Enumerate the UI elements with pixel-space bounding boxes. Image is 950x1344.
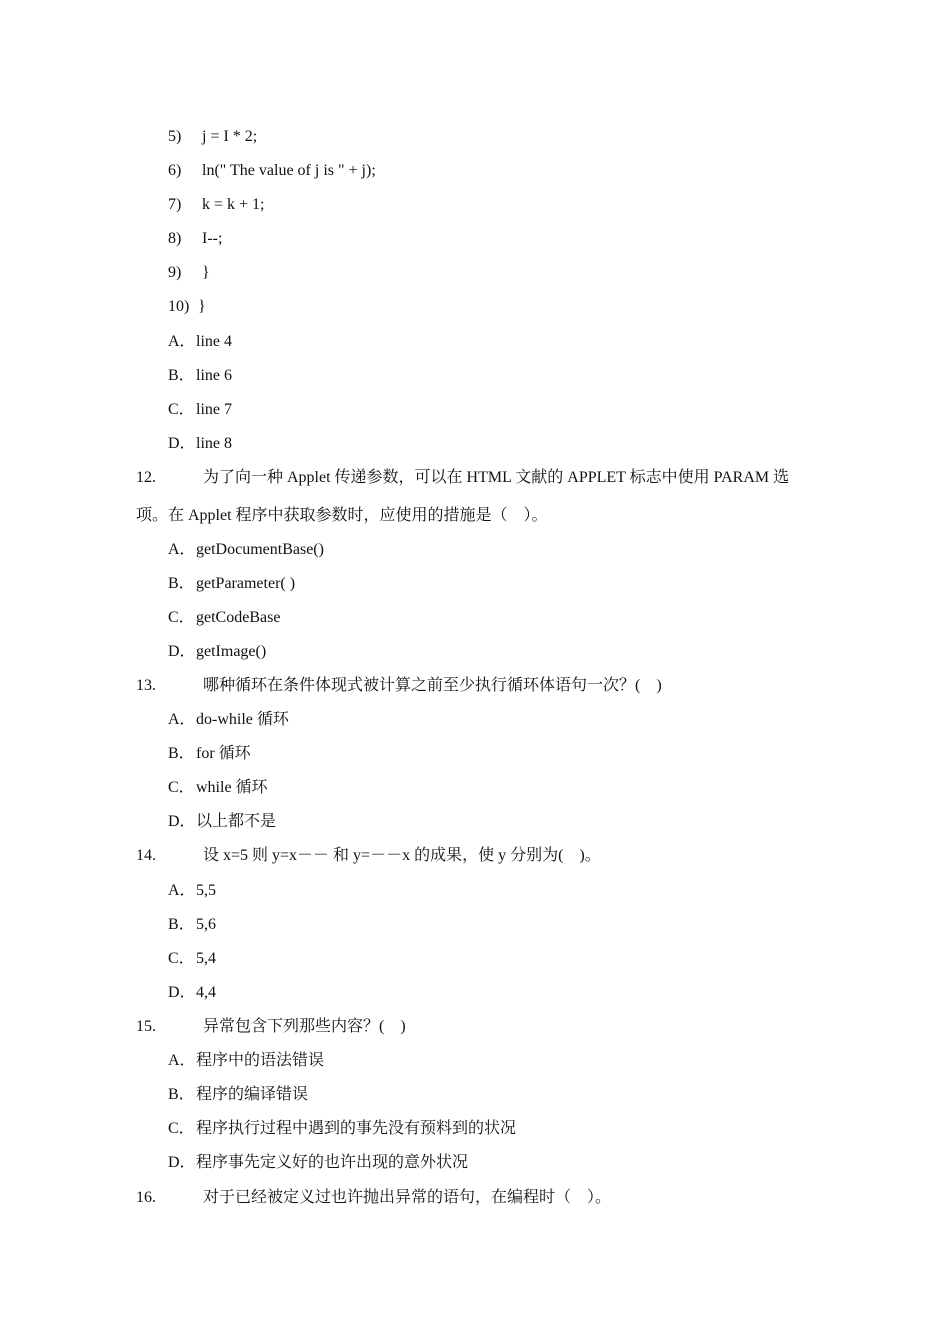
- option-b: [168, 744, 251, 764]
- option-d: [168, 642, 266, 662]
- option-letter: C．: [168, 609, 195, 626]
- option-letter: C．: [168, 401, 195, 418]
- option-letter: D．: [168, 643, 196, 660]
- option-c: [168, 400, 232, 420]
- code-line-number: 6): [168, 162, 182, 179]
- option-letter: B．: [168, 745, 195, 762]
- option-text: getParameter( ): [196, 575, 296, 592]
- code-line: [168, 161, 376, 181]
- option-text: 程序的编译错误: [196, 1086, 309, 1103]
- option-b: [168, 574, 295, 594]
- option-text: 程序中的语法错误: [196, 1052, 325, 1069]
- code-line: [168, 195, 265, 215]
- option-letter: A．: [168, 1052, 196, 1069]
- code-line-text: k = k + 1;: [202, 196, 265, 213]
- option-text: 程序事先定义好的也许出现的意外状况: [196, 1154, 469, 1171]
- option-letter: A．: [168, 882, 196, 899]
- option-text: getCodeBase: [196, 609, 281, 626]
- code-line-text: }: [198, 298, 206, 315]
- option-text: for 循环: [196, 745, 251, 762]
- option-b: [168, 366, 232, 386]
- option-text: do-while 循环: [196, 711, 289, 728]
- option-letter: B．: [168, 367, 195, 384]
- option-letter: B．: [168, 1086, 195, 1103]
- option-text: getDocumentBase(): [196, 541, 324, 558]
- option-letter: A．: [168, 711, 196, 728]
- option-a: [168, 881, 216, 901]
- question-text: 对于已经被定义过也许抛出异常的语句，在编程时（ ）。: [203, 1189, 612, 1206]
- code-line-text: I--;: [202, 230, 223, 247]
- code-line: [168, 263, 210, 283]
- option-letter: C．: [168, 1120, 195, 1137]
- option-letter: D．: [168, 984, 196, 1001]
- option-a: [168, 540, 324, 560]
- option-letter: D．: [168, 435, 196, 452]
- option-text: line 4: [196, 333, 232, 350]
- option-a: [168, 332, 232, 352]
- option-d: [168, 1153, 468, 1173]
- option-c: [168, 949, 216, 969]
- option-text: 5,5: [196, 882, 216, 899]
- question-text-line1: 为了向一种 Applet 传递参数，可以在 HTML 文献的 APPLET 标志中使用 PARAM 选: [203, 469, 790, 486]
- option-letter: A．: [168, 333, 196, 350]
- option-d: [168, 812, 276, 832]
- question-number: 16.: [136, 1189, 156, 1206]
- option-letter: A．: [168, 541, 196, 558]
- code-line: [168, 229, 222, 249]
- question-text: 哪种循环在条件体现式被计算之前至少执行循环体语句一次？( ): [203, 677, 662, 694]
- question-text: 设 x=5 则 y=x－－ 和 y=－－x 的成果，使 y 分别为( )。: [203, 847, 601, 864]
- option-c: [168, 778, 268, 798]
- option-text: line 6: [196, 367, 232, 384]
- option-c: [168, 1119, 516, 1139]
- code-line-text: ln(" The value of j is " + j);: [202, 162, 376, 179]
- option-text: getImage(): [196, 643, 267, 660]
- option-text: 5,6: [196, 916, 216, 933]
- option-letter: D．: [168, 1154, 196, 1171]
- code-line-number: 10): [168, 298, 190, 315]
- option-text: 以上都不是: [196, 813, 277, 830]
- option-letter: B．: [168, 575, 195, 592]
- option-letter: C．: [168, 779, 195, 796]
- option-letter: D．: [168, 813, 196, 830]
- code-line-number: 7): [168, 196, 182, 213]
- code-line: [168, 297, 206, 317]
- question-number: 15.: [136, 1018, 156, 1035]
- option-a: [168, 710, 289, 730]
- option-letter: C．: [168, 950, 195, 967]
- option-d: [168, 983, 216, 1003]
- code-line-text: }: [202, 264, 210, 281]
- option-text: line 8: [196, 435, 232, 452]
- code-line-number: 8): [168, 230, 182, 247]
- question-text: 异常包含下列那些内容？( ): [203, 1018, 406, 1035]
- code-line-text: j = I * 2;: [202, 128, 258, 145]
- option-c: [168, 608, 280, 628]
- option-d: [168, 434, 232, 454]
- question-number: 14.: [136, 847, 156, 864]
- code-line-number: 5): [168, 128, 182, 145]
- option-b: [168, 915, 216, 935]
- option-text: 程序执行过程中遇到的事先没有预料到的状况: [196, 1120, 517, 1137]
- option-b: [168, 1085, 308, 1105]
- question-number: 12.: [136, 469, 156, 486]
- option-letter: B．: [168, 916, 195, 933]
- option-a: [168, 1051, 324, 1071]
- option-text: line 7: [196, 401, 232, 418]
- option-text: 4,4: [196, 984, 216, 1001]
- option-text: 5,4: [196, 950, 216, 967]
- option-text: while 循环: [196, 779, 268, 796]
- question-text-line2: 项。在 Applet 程序中获取参数时，应使用的措施是（ ）。: [136, 507, 548, 524]
- code-line-number: 9): [168, 264, 182, 281]
- question-number: 13.: [136, 677, 156, 694]
- code-line: [168, 127, 257, 147]
